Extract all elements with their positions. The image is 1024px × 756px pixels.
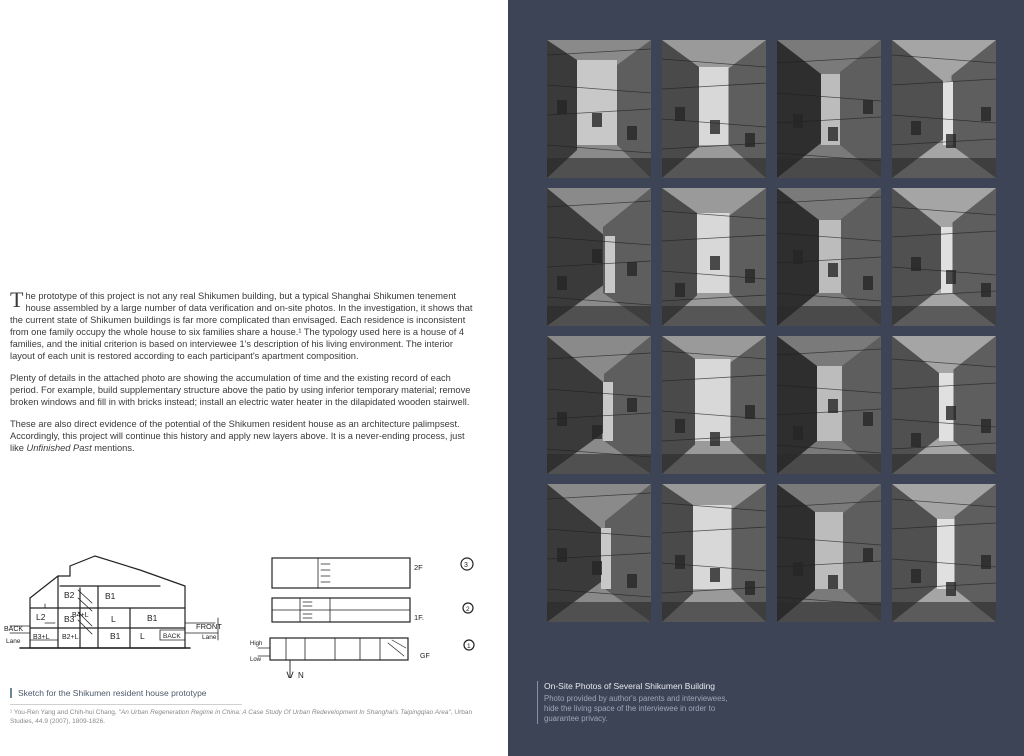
photos-caption-title: On-Site Photos of Several Shikumen Building [544,681,716,691]
label-l-low: L [140,631,145,641]
label-back: BACK [4,626,24,633]
label-lane-left: Lane [6,638,21,645]
site-photo [662,484,766,622]
label-high: High [250,641,263,647]
label-low: Low [250,657,262,663]
label-b1-mid: B1 [147,613,158,623]
label-b2l: B2+L [62,634,79,641]
label-gf: GF [420,653,430,660]
sketch-caption: Sketch for the Shikumen resident house prototype [10,688,207,698]
caption-divider [10,704,242,705]
label-b1-low: B1 [110,631,121,641]
label-b3l: B3+L [33,634,50,641]
site-photo [777,40,881,178]
label-lane-right: Lane [202,634,217,641]
footnote: ¹ You-Ren Yang and Chih-hui Chang, "An Urban Regeneration Regime in China: A Case Study Of Urban Redevelopment In Shanghai's Taipingqiao Area", Urban Studies, 44.9 (2007), 1809-1826. [10,709,473,725]
photos-caption [537,681,744,724]
label-north: N [298,671,304,678]
site-photo [892,484,996,622]
site-photo [662,188,766,326]
circle-2: 2 [466,606,470,613]
site-photo [547,336,651,474]
label-l: L [111,614,116,624]
site-photo [547,188,651,326]
site-photo [777,484,881,622]
label-b4l: B4+L [72,612,89,619]
site-photo [892,188,996,326]
circle-1: 1 [467,643,471,650]
book-title: Unfinished Past [26,443,92,453]
house-sketch [0,548,508,678]
body-text [10,287,480,464]
left-page [0,0,508,756]
label-b3: B3 [64,614,75,624]
label-1f: 1F. [414,613,425,622]
label-b1-top: B1 [105,591,116,601]
circle-3: 3 [464,562,468,569]
label-2f: 2F [414,563,423,572]
site-photo [547,484,651,622]
label-l2: L2 [36,612,46,622]
photo-grid [547,40,996,624]
paragraph-3: These are also direct evidence of the potential of the Shikumen resident house as an architecture palimpsest. Accordingly, this project will continue this history and apply new layers above. It is a never-ending process, just like Unfinished Past mentions. [10,419,465,453]
label-back-2: BACK [163,633,181,640]
label-front: FRONT [196,622,222,631]
site-photo [777,188,881,326]
photos-caption-note: Photo provided by author's parents and interviewees, hide the living space of the interviewee in order to guarantee privacy. [544,694,728,723]
site-photo [662,336,766,474]
label-b2: B2 [64,590,75,600]
site-photo [547,40,651,178]
site-photo [662,40,766,178]
drop-cap: T [10,287,24,312]
site-photo [892,40,996,178]
site-photo [777,336,881,474]
site-photo [892,336,996,474]
paragraph-1: The prototype of this project is not any real Shikumen building, but a typical Shanghai Shikumen tenement house assembled by a large number of data verification and on-site photos. In the investigation, it shows that the current state of Shikumen buildings is far more complicated than envisaged. Each residence is inconsistent from one family occupy the whole house to six families share a house.¹ The typology used here is a house of 4 families, and the initial criterion is based on interviewee 1's description of his living environment. The interior layout of each unit is restored according to each participant's apartment composition. [10,287,473,361]
paragraph-2: Plenty of details in the attached photo are showing the accumulation of time and the existing record of each period. For example, build supplementary structure above the patio by using inferior temporary material; remove broken windows and fill in with bricks instead; install an electric water heater in the dilapidated wooden stairwell. [10,373,471,407]
